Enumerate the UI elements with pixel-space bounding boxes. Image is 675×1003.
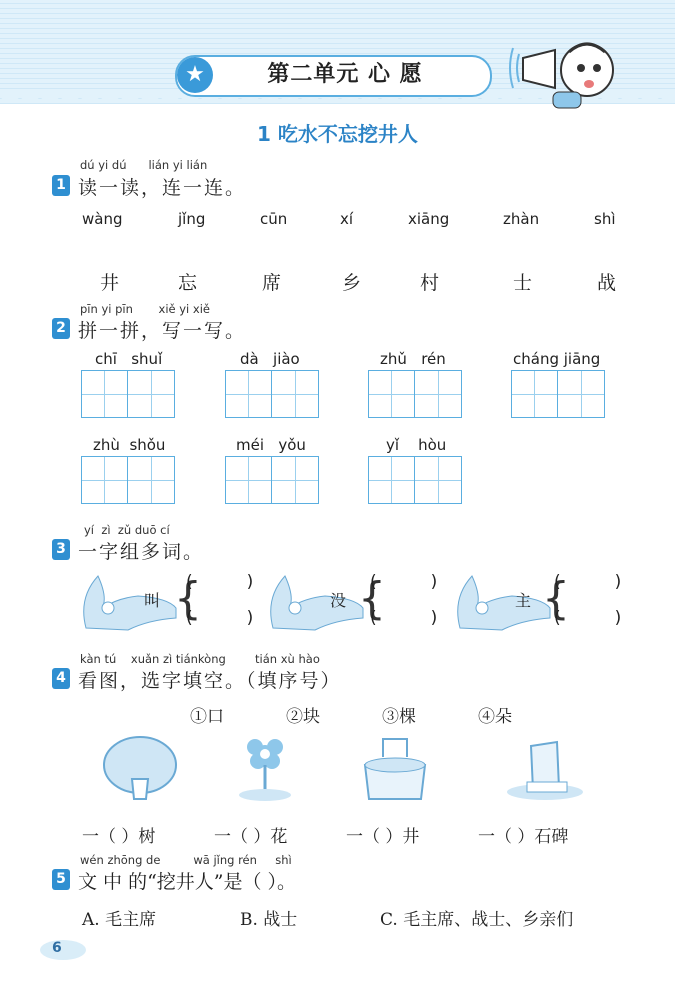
writing-grid[interactable] xyxy=(511,370,605,418)
q3-number: 3 xyxy=(52,539,70,560)
q1-character[interactable]: 士 xyxy=(513,272,533,294)
flower-illustration xyxy=(230,735,300,805)
star-icon: ★ xyxy=(177,57,213,93)
boy-megaphone-illustration xyxy=(505,30,625,110)
unit-title: 第二单元 心 愿 xyxy=(267,62,423,87)
q1-character[interactable]: 忘 xyxy=(178,272,198,294)
q2-pinyin-label: cháng jiāng xyxy=(513,350,601,368)
brace: { xyxy=(174,573,202,624)
q4-number: 4 xyxy=(52,668,70,689)
q1-pinyin-word[interactable]: jǐng xyxy=(178,210,206,228)
q2-pinyin-label: méi yǒu xyxy=(236,436,306,454)
well-illustration xyxy=(355,735,435,805)
q1-character[interactable]: 战 xyxy=(597,272,617,294)
option: ④朵 xyxy=(478,707,512,727)
q1-pinyin-word[interactable]: cūn xyxy=(260,210,288,228)
page-number-background xyxy=(40,940,86,960)
q4-pinyin: kàn tú xuǎn zì tiánkòng tián xù hào xyxy=(80,652,320,666)
fill-phrase[interactable]: 一（ ）树 xyxy=(82,827,156,847)
fill-phrase[interactable]: 一（ ）石碑 xyxy=(478,827,569,847)
q4-instruction: 看图，选字填空。（填序号） xyxy=(78,670,342,692)
q1-number: 1 xyxy=(52,175,70,196)
brace: { xyxy=(358,573,386,624)
q3-instruction: 一字组多词。 xyxy=(78,541,205,563)
q1-character[interactable]: 席 xyxy=(262,272,282,294)
answer-blank[interactable]: ( ) xyxy=(186,608,254,628)
option: ①口 xyxy=(190,707,224,727)
q5-pinyin: wén zhōng de wā jǐng rén shì xyxy=(80,853,292,867)
water-splash-illustration xyxy=(452,568,552,638)
lesson-title: 1 吃水不忘挖井人 xyxy=(257,122,418,146)
q1-instruction: 读一读，连一连。 xyxy=(78,177,247,199)
q1-pinyin: dú yi dú lián yi lián xyxy=(80,158,208,172)
water-splash-illustration xyxy=(265,568,365,638)
q1-pinyin-word[interactable]: shì xyxy=(594,210,616,228)
q2-pinyin-label: yǐ hòu xyxy=(386,436,447,454)
q3-character: 没 xyxy=(330,591,347,610)
choice-b[interactable]: B. 战士 xyxy=(240,910,298,930)
q3-character: 叫 xyxy=(144,591,161,610)
tree-illustration xyxy=(100,735,180,805)
stone-tablet-illustration xyxy=(505,732,585,804)
q2-instruction: 拼一拼，写一写。 xyxy=(78,320,247,342)
q1-character[interactable]: 乡 xyxy=(342,272,362,294)
q1-pinyin-word[interactable]: zhàn xyxy=(503,210,540,228)
q1-pinyin-word[interactable]: xí xyxy=(340,210,354,228)
q2-pinyin: pīn yi pīn xiě yi xiě xyxy=(80,302,210,316)
q2-pinyin-label: dà jiào xyxy=(240,350,300,368)
q5-number: 5 xyxy=(52,869,70,890)
answer-blank[interactable]: ( ) xyxy=(554,572,622,592)
writing-grid[interactable] xyxy=(81,370,175,418)
writing-grid[interactable] xyxy=(368,370,462,418)
choice-a[interactable]: A. 毛主席 xyxy=(82,910,157,930)
answer-blank[interactable]: ( ) xyxy=(554,608,622,628)
q2-pinyin-label: zhǔ rén xyxy=(380,350,446,368)
writing-grid[interactable] xyxy=(225,456,319,504)
option: ③棵 xyxy=(382,707,416,727)
q2-pinyin-label: chī shuǐ xyxy=(95,350,163,368)
q1-pinyin-word[interactable]: xiāng xyxy=(408,210,450,228)
q1-character[interactable]: 村 xyxy=(420,272,440,294)
q1-pinyin-word[interactable]: wàng xyxy=(82,210,123,228)
fill-phrase[interactable]: 一（ ）花 xyxy=(214,827,288,847)
q1-character[interactable]: 井 xyxy=(100,272,120,294)
writing-grid[interactable] xyxy=(368,456,462,504)
q2-pinyin-label: zhù shǒu xyxy=(93,436,166,454)
q3-pinyin: yí zì zǔ duō cí xyxy=(84,523,170,537)
fill-phrase[interactable]: 一（ ）井 xyxy=(346,827,420,847)
q3-character: 主 xyxy=(515,591,532,610)
choice-c[interactable]: C. 毛主席、战士、乡亲们 xyxy=(380,910,574,930)
writing-grid[interactable] xyxy=(225,370,319,418)
water-splash-illustration xyxy=(78,568,178,638)
option: ②块 xyxy=(286,707,320,727)
writing-grid[interactable] xyxy=(81,456,175,504)
q5-question: 文 中 的“挖井人”是（ ）。 xyxy=(78,871,297,893)
answer-blank[interactable]: ( ) xyxy=(370,608,438,628)
answer-blank[interactable]: ( ) xyxy=(370,572,438,592)
answer-blank[interactable]: ( ) xyxy=(186,572,254,592)
brace: { xyxy=(542,573,570,624)
page-number: 6 xyxy=(52,940,62,956)
q2-number: 2 xyxy=(52,318,70,339)
